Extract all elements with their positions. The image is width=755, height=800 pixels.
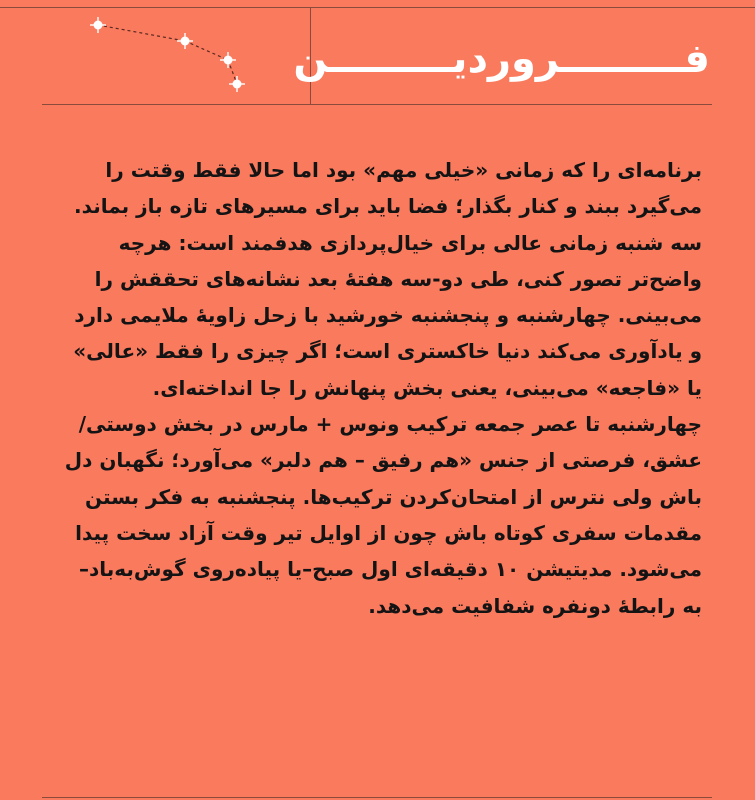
bottom-rule bbox=[42, 797, 712, 798]
header-bottom-rule bbox=[42, 104, 712, 105]
top-rule bbox=[0, 7, 755, 8]
aries-constellation-icon bbox=[80, 10, 260, 100]
horoscope-text: برنامه‌ای را که زمانی «خیلی مهم» بود اما حالا فقط وقتت را می‌گیرد ببند و کنار بگذار؛ فضا باید برای مسیرهای تازه باز بماند. سه شنبه زمانی عالی برای خیال‌پردازی هدفمند است: هرچه واضح‌تر تصور کنی، طی دو-سه هفتهٔ بعد نشانه‌های تحققش را می‌بینی. چهارشنبه و پنجشنبه خورشید با زحل زاویهٔ ملایمی دارد و یادآوری می‌کند دنیا خاکستری است؛ اگر چیزی را فقط «عالی» یا «فاجعه» می‌بینی، یعنی بخش پنهانش را جا انداخته‌ای. چهارشنبه تا عصر جمعه ترکیب ونوس + مارس در بخش دوستی/عشق، فرصتی از جنس «هم رفیق – هم دلبر» می‌آورد؛ نگهبان دل باش ولی نترس از امتحان‌کردن ترکیب‌ها. پنجشنبه به فکر بستن مقدمات سفری کوتاه باش چون از اوایل تیر وقت آزاد سخت پیدا می‌شود. مدیتیشن ۱۰ دقیقه‌ای اول صبح–یا پیاده‌روی گوش‌به‌باد–به رابطهٔ دونفره شفافیت می‌دهد. bbox=[64, 158, 702, 618]
month-title: فـــــــــروردیـــــــــن bbox=[293, 36, 710, 82]
